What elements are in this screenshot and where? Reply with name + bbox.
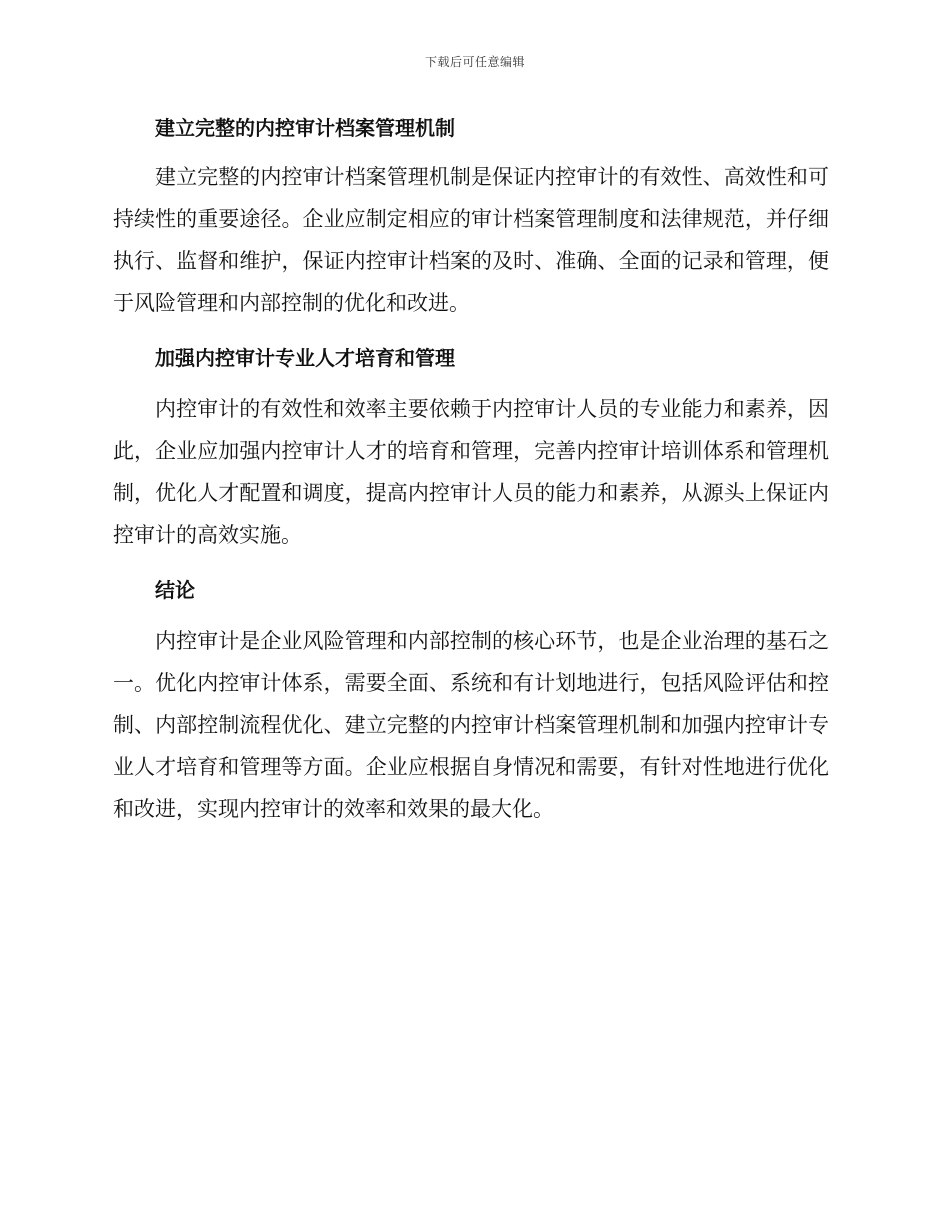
- document-body: [113, 110, 829, 830]
- section-heading-talent-training: 加强内控审计专业人才培育和管理: [155, 346, 455, 370]
- section-paragraph-archive-mechanism: 建立完整的内控审计档案管理机制是保证内控审计的有效性、高效性和可持续性的重要途径。企业应制定相应的审计档案管理制度和法律规范，并仔细执行、监督和维护，保证内控审计档案的及时、准确、全面的记录和管理，便于风险管理和内部控制的优化和改进。: [113, 165, 829, 315]
- section-heading-archive-mechanism: 建立完整的内控审计档案管理机制: [155, 116, 455, 140]
- header-note: 下载后可任意编辑: [424, 55, 525, 69]
- section-paragraph-talent-training: 内控审计的有效性和效率主要依赖于内控审计人员的专业能力和素养，因此，企业应加强内控审计人才的培育和管理，完善内控审计培训体系和管理机制，优化人才配置和调度，提高内控审计人员的能力和素养，从源头上保证内控审计的高效实施。: [113, 397, 829, 547]
- section-heading-conclusion: 结论: [155, 578, 195, 602]
- section-paragraph-conclusion: 内控审计是企业风险管理和内部控制的核心环节，也是企业治理的基石之一。优化内控审计体系，需要全面、系统和有计划地进行，包括风险评估和控制、内部控制流程优化、建立完整的内控审计档案管理机制和加强内控审计专业人才培育和管理等方面。企业应根据自身情况和需要，有针对性地进行优化和改进，实现内控审计的效率和效果的最大化。: [113, 629, 829, 821]
